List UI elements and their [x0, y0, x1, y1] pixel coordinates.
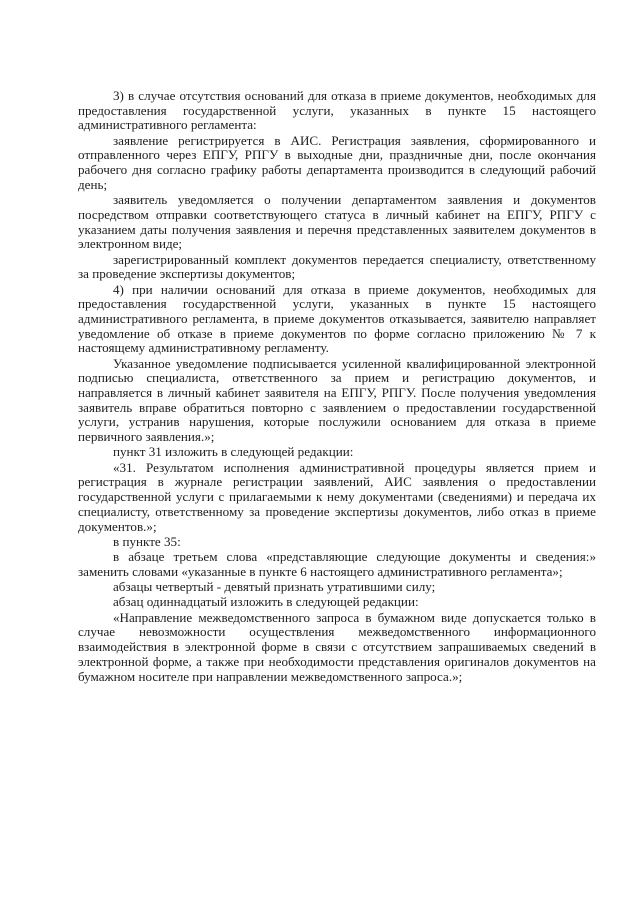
paragraph-notice-signed: Указанное уведомление подписывается усиленной квалифицированной электронной подписью специалиста, ответственного за прием и регистрацию документов, и направляется в личный кабинет заявителя на ЕПГУ, РПГУ. После получения уведомления заявитель вправе обратиться повторно с заявлением о предоставлении государственной услуги, устранив нарушения, которые послужили основанием для отказа в приеме первичного заявления.»; [78, 355, 596, 445]
paragraph-abzac-3: в абзаце третьем слова «представляющие следующие документы и сведения:» заменить словами «указанные в пункте 6 настоящего административного регламента»; [78, 549, 596, 579]
paragraph-item-3: 3) в случае отсутствия оснований для отказа в приеме документов, необходимых для предоставления государственной услуги, указанных в пункте 15 настоящего административного регламента: [78, 88, 596, 133]
paragraph-abzac-4-9: абзацы четвертый - девятый признать утратившими силу; [113, 579, 436, 595]
paragraph-applicant-notified: заявитель уведомляется о получении департаментом заявления и документов посредством отправки соответствующего статуса в личный кабинет на ЕПГУ, РПГУ с указанием даты получения заявления и перечня представленных заявителем документов в электронном виде; [78, 192, 596, 252]
paragraph-abzac-11-text: «Направление межведомственного запроса в бумажном виде допускается только в случае невозможности осуществления межведомственного информационного взаимодействия в электронной форме в связи с отсутствием запрашиваемых сведений в электронной форме, а также при необходимости представления оригиналов документов на бумажном носителе при направлении межведомственного запроса.»; [78, 609, 596, 684]
paragraph-point-35-intro: в пункте 35: [113, 533, 181, 549]
document-body [78, 89, 596, 684]
paragraph-documents-transferred: зарегистрированный комплект документов передается специалисту, ответственному за проведение экспертизы документов; [78, 251, 596, 282]
paragraph-application-registered: заявление регистрируется в АИС. Регистрация заявления, сформированного и отправленного через ЕПГУ, РПГУ в выходные дни, праздничные дни, после окончания рабочего дня согласно графику работы департамента производится в следующий рабочий день; [78, 132, 596, 192]
paragraph-point-31-text: «31. Результатом исполнения административной процедуры является прием и регистрация в журнале регистрации заявлений, АИС заявления о предоставлении государственной услуги с прилагаемыми к нему документами (сведениями) и передача их специалисту, ответственному за проведение экспертизы документов, либо отказ в приеме документов.»; [78, 459, 596, 534]
paragraph-item-4: 4) при наличии оснований для отказа в приеме документов, необходимых для предоставления государственной услуги, указанных в пункте 15 настоящего административного регламента, в приеме документов отказывается, заявителю направляет уведомление об отказе в приеме документов по форме согласно приложению № 7 к настоящему административному регламенту. [78, 281, 596, 356]
paragraph-abzac-11-intro: абзац одиннадцатый изложить в следующей редакции: [113, 594, 419, 610]
paragraph-point-31-intro: пункт 31 изложить в следующей редакции: [113, 444, 354, 460]
